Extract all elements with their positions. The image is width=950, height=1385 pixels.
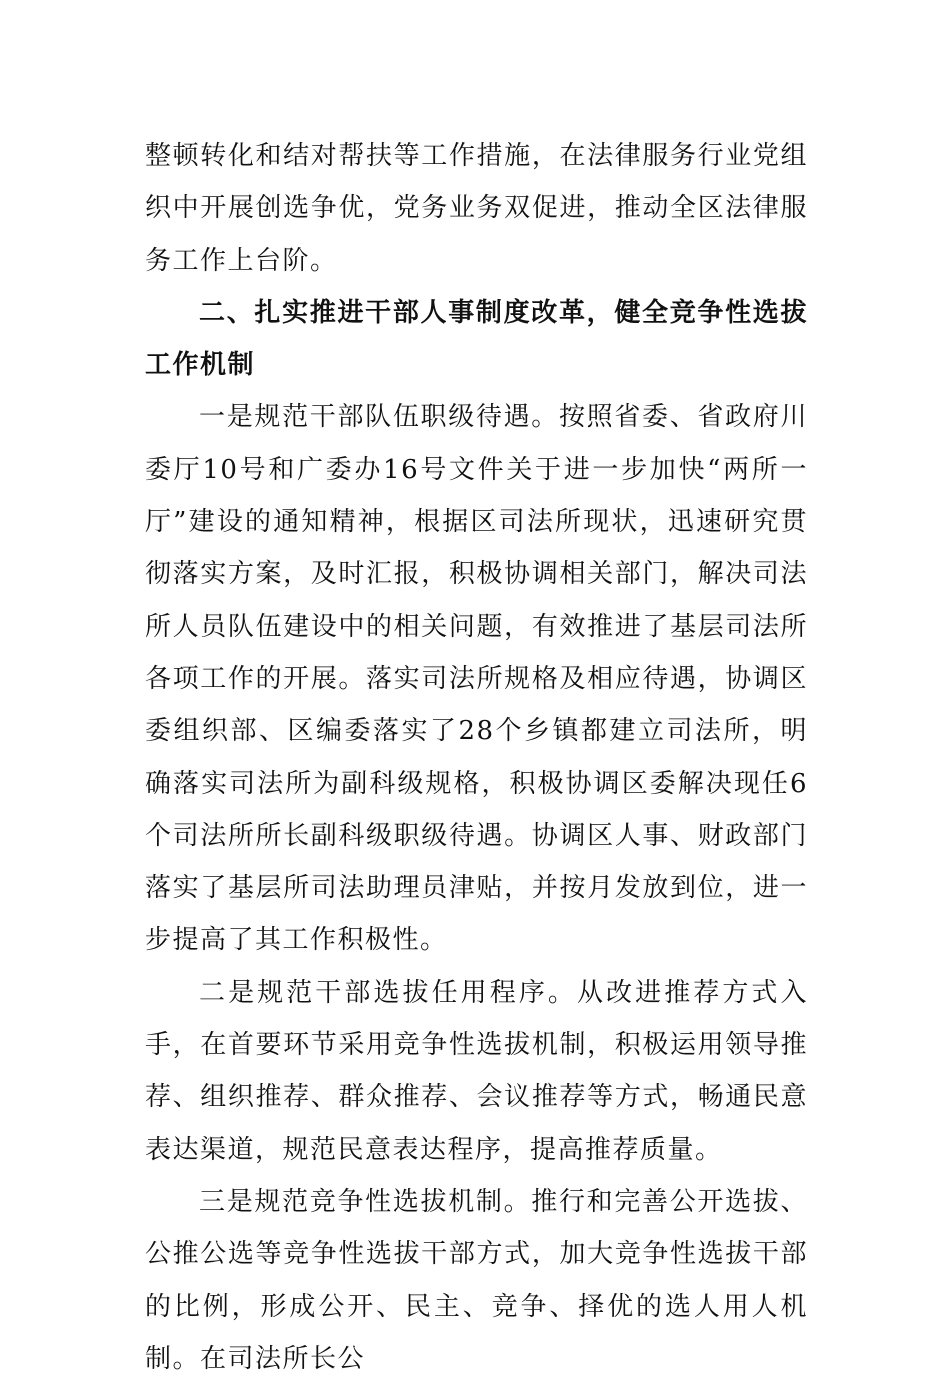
paragraph-continuation: 整顿转化和结对帮扶等工作措施，在法律服务行业党组织中开展创选争优，党务业务双促进，推动全区法律服务工作上台阶。 <box>145 141 808 276</box>
document-body <box>145 130 808 1385</box>
section-heading: 二、扎实推进干部人事制度改革，健全竞争性选拔工作机制 <box>145 297 808 381</box>
paragraph-job-level: 一是规范干部队伍职级待遇。按照省委、省政府川委厅10号和广委办16号文件关于进一步加快“两所一厅”建设的通知精神，根据区司法所现状，迅速研究贯彻落实方案，及时汇报，积极协调相关部门，解决司法所人员队伍建设中的相关问题，有效推进了基层司法所各项工作的开展。落实司法所规格及相应待遇，协调区委组织部、区编委落实了28个乡镇都建立司法所，明确落实司法所为副科级规格，积极协调区委解决现任6个司法所所长副科级职级待遇。协调区人事、财政部门落实了基层所司法助理员津贴，并按月发放到位，进一步提高了其工作积极性。 <box>145 402 808 956</box>
paragraph-competitive-selection: 三是规范竞争性选拔机制。推行和完善公开选拔、公推公选等竞争性选拔干部方式，加大竞争性选拔干部的比例，形成公开、民主、竞争、择优的选人用人机制。在司法所长公 <box>145 1186 808 1374</box>
paragraph-selection-procedure: 二是规范干部选拔任用程序。从改进推荐方式入手，在首要环节采用竞争性选拔机制，积极运用领导推荐、组织推荐、群众推荐、会议推荐等方式，畅通民意表达渠道，规范民意表达程序，提高推荐质量。 <box>145 977 808 1165</box>
